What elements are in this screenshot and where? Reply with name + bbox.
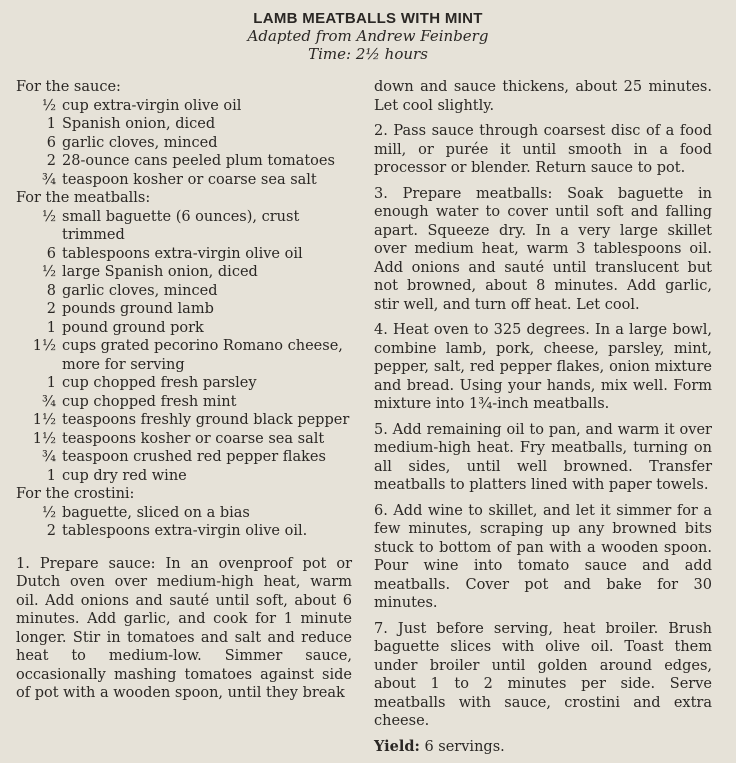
ingredient-name: cup chopped fresh parsley bbox=[62, 375, 257, 391]
ingredient-name: teaspoons kosher or coarse sea salt bbox=[62, 430, 325, 447]
ingredient-name: teaspoons freshly ground black pepper bbox=[62, 412, 350, 428]
ingredient-name: pounds ground lamb bbox=[62, 301, 214, 317]
recipe-title: LAMB MEATBALLS WITH MINT bbox=[253, 10, 483, 27]
yield-label: Yield: bbox=[374, 737, 420, 755]
ingredient-item bbox=[16, 245, 352, 264]
ingredient-name: Spanish onion, diced bbox=[62, 116, 216, 132]
ingredient-name: tablespoons extra-virgin olive oil. bbox=[62, 523, 308, 539]
step-1-continued: down and sauce thickens, about 25 minutes. Let cool slightly. bbox=[374, 79, 712, 114]
ingredient-item bbox=[16, 208, 352, 245]
ingredient-quantity: 6 bbox=[46, 245, 56, 262]
section-heading: For the crostini: bbox=[16, 486, 135, 502]
ingredient-quantity: 1½ bbox=[32, 430, 56, 447]
ingredient-item bbox=[16, 97, 352, 116]
ingredients-list bbox=[16, 78, 352, 541]
ingredient-quantity: 1½ bbox=[32, 412, 56, 428]
ingredient-item bbox=[16, 115, 352, 134]
ingredient-item bbox=[16, 467, 352, 486]
ingredient-name: small baguette (6 ounces), crust trimmed bbox=[62, 208, 300, 243]
ingredient-quantity: 1 bbox=[46, 375, 56, 391]
ingredient-item bbox=[16, 282, 352, 301]
ingredient-name: cup extra-virgin olive oil bbox=[62, 97, 242, 114]
ingredient-quantity: ¾ bbox=[41, 393, 56, 410]
ingredient-name: tablespoons extra-virgin olive oil bbox=[62, 245, 303, 262]
byline: Adapted from Andrew Feinberg bbox=[247, 27, 489, 45]
yield bbox=[374, 738, 712, 757]
ingredient-name: cup chopped fresh mint bbox=[62, 393, 237, 410]
step-1: 1. Prepare sauce: In an ovenproof pot or Dutch oven over medium-high heat, warm oil. Add onions and sauté until soft, about 6 minutes. Add garlic, and cook for 1 minute longer. Stir in tomatoes and salt and reduce heat to medium-low. Simmer sauce, occasionally mashing tomatoes against side of pot with a wooden spoon, until they break bbox=[16, 555, 352, 701]
ingredient-item bbox=[16, 300, 352, 319]
step-6: 6. Add wine to skillet, and let it simmer for a few minutes, scraping up any browned bits stuck to bottom of pan with a wooden spoon. Pour wine into tomato sauce and add meatballs. Cover pot and bake for 30 minutes. bbox=[374, 502, 712, 611]
ingredient-quantity: 1 bbox=[46, 116, 56, 132]
section-heading: For the sauce: bbox=[16, 79, 121, 95]
ingredient-name: teaspoon kosher or coarse sea salt bbox=[62, 171, 317, 188]
ingredient-name: garlic cloves, minced bbox=[62, 134, 218, 151]
ingredient-item bbox=[16, 134, 352, 153]
left-column bbox=[16, 78, 352, 763]
ingredient-quantity: ¾ bbox=[41, 171, 56, 188]
section-heading: For the meatballs: bbox=[16, 190, 151, 206]
step-7: 7. Just before serving, heat broiler. Brush baguette slices with olive oil. Toast them under broiler until golden around edges, about 1 to 2 minutes per side. Serve meatballs with sauce, crostini and extra cheese. bbox=[374, 620, 712, 729]
step-4: 4. Heat oven to 325 degrees. In a large bowl, combine lamb, pork, cheese, parsley, mint, pepper, salt, red pepper flakes, onion mixture and bread. Using your hands, mix well. Form mixture into 1¾-inch meatballs. bbox=[374, 322, 712, 412]
ingredient-item bbox=[16, 393, 352, 412]
step-3: 3. Prepare meatballs: Soak baguette in enough water to cover until soft and falling apart. Squeeze dry. In a very large skillet over medium heat, warm 3 tablespoons oil. Add onions and sauté until translucent but not browned, about 8 minutes. Add garlic, stir well, and turn off heat. Let cool. bbox=[374, 185, 712, 313]
ingredient-quantity: 1 bbox=[46, 467, 56, 484]
step-5: 5. Add remaining oil to pan, and warm it over medium-high heat. Fry meatballs, turning on all sides, until well browned. Transfer meatballs to platters lined with paper towels. bbox=[374, 421, 712, 493]
ingredient-item bbox=[16, 319, 352, 338]
ingredient-quantity: 1½ bbox=[32, 338, 56, 354]
ingredient-name: garlic cloves, minced bbox=[62, 282, 218, 299]
ingredient-quantity: 2 bbox=[46, 301, 56, 317]
ingredient-item bbox=[16, 337, 352, 374]
ingredient-quantity: 1 bbox=[46, 319, 56, 336]
right-column bbox=[374, 78, 712, 763]
ingredient-name: baguette, sliced on a bias bbox=[62, 504, 250, 521]
ingredient-quantity: 2 bbox=[46, 523, 56, 539]
ingredient-quantity: ½ bbox=[41, 208, 56, 225]
yield-value: 6 servings. bbox=[424, 738, 505, 755]
ingredient-item bbox=[16, 430, 352, 449]
ingredient-name: 28-ounce cans peeled plum tomatoes bbox=[62, 153, 335, 169]
ingredient-item bbox=[16, 504, 352, 523]
cook-time: Time: 2½ hours bbox=[308, 45, 428, 63]
ingredient-item bbox=[16, 411, 352, 430]
ingredient-quantity: 2 bbox=[46, 153, 56, 169]
ingredient-name: pound ground pork bbox=[62, 319, 204, 336]
ingredient-item bbox=[16, 374, 352, 393]
ingredient-item bbox=[16, 263, 352, 282]
ingredient-name: cup dry red wine bbox=[62, 467, 187, 484]
ingredient-quantity: 8 bbox=[46, 282, 56, 299]
ingredient-item bbox=[16, 522, 352, 541]
ingredient-quantity: ½ bbox=[41, 264, 56, 280]
steps-list bbox=[374, 122, 712, 731]
ingredient-item bbox=[16, 171, 352, 190]
ingredient-name: teaspoon crushed red pepper flakes bbox=[62, 449, 326, 465]
ingredient-quantity: ½ bbox=[41, 97, 56, 114]
ingredient-name: large Spanish onion, diced bbox=[62, 264, 258, 280]
ingredient-item bbox=[16, 448, 352, 467]
step-2: 2. Pass sauce through coarsest disc of a food mill, or purée it until smooth in a food processor or blender. Return sauce to pot. bbox=[374, 123, 712, 176]
ingredient-quantity: ½ bbox=[41, 504, 56, 521]
ingredient-item bbox=[16, 152, 352, 171]
ingredient-quantity: 6 bbox=[46, 134, 56, 151]
ingredient-quantity: ¾ bbox=[41, 449, 56, 465]
ingredient-name: cups grated pecorino Romano cheese, more for serving bbox=[62, 338, 343, 373]
